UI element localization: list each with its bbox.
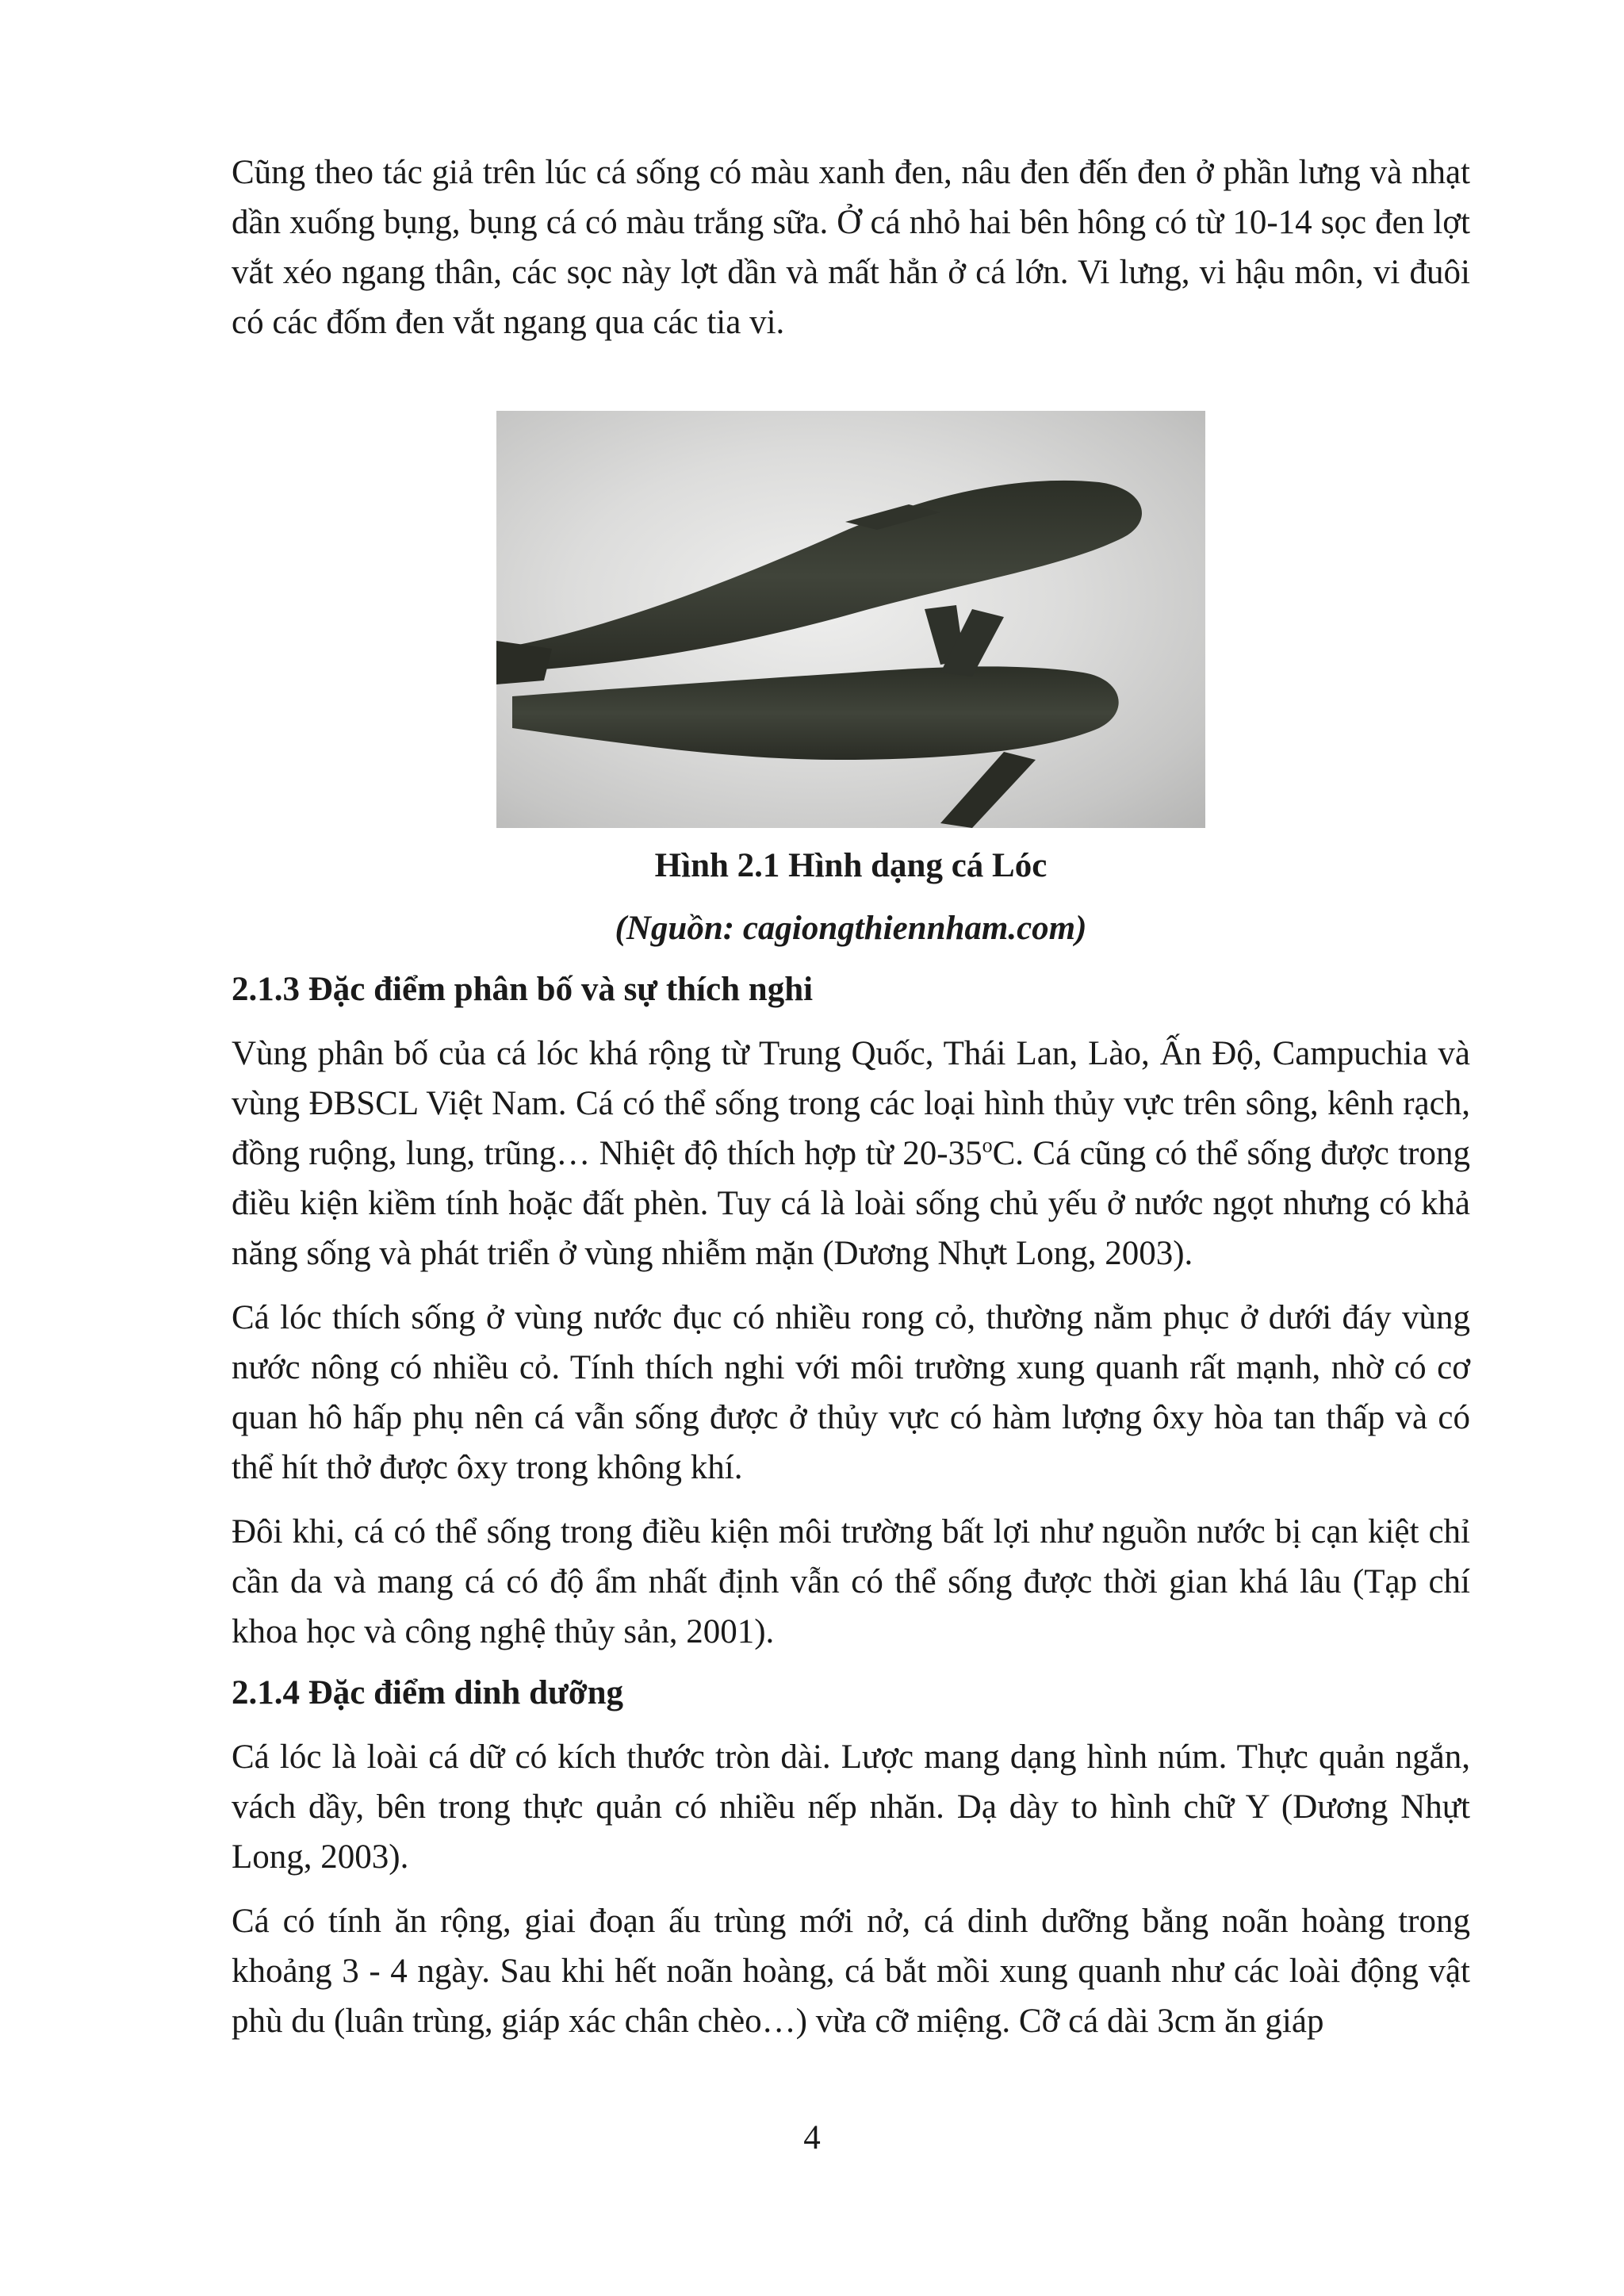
text-run: C. Cá cũng có thể sống được trong điều kiện kiềm tính hoặc đất phèn. Tuy cá là loài sống chủ yếu ở nước ngọt nhưng có khả năng sống và phát triển ở vùng nhiễm mặn (Dương Nhựt Long, 2003). — [232, 1135, 1470, 1272]
page-content — [232, 148, 1470, 2046]
page-number: 4 — [803, 2119, 821, 2156]
figure — [232, 411, 1470, 953]
fish-illustration — [496, 411, 1205, 828]
section-2-1-3-paragraph-3: Đôi khi, cá có thể sống trong điều kiện môi trường bất lợi như nguồn nước bị cạn kiệt chỉ cần da và mang cá có độ ẩm nhất định vẫn có thể sống được thời gian khá lâu (Tạp chí khoa học và công nghệ thủy sản, 2001). — [232, 1513, 1470, 1650]
text-run: Vùng phân bố của cá lóc khá rộng từ Trung Quốc, Thái Lan, Lào, Ấn Độ, Campuchia và vùng ĐBSCL Việt Nam. Cá có thể sống trong các loại hình thủy vực trên sông, kênh rạch, đồng ruộng, lung, trũng… Nhiệt độ thích hợp từ 20-35 — [232, 1035, 1470, 1172]
intro-paragraph: Cũng theo tác giả trên lúc cá sống có màu xanh đen, nâu đen đến đen ở phần lưng và nhạt dần xuống bụng, bụng cá có màu trắng sữa. Ở cá nhỏ hai bên hông có từ 10-14 sọc đen lợt vắt xéo ngang thân, các sọc này lợt dần và mất hẳn ở cá lớn. Vi lưng, vi hậu môn, vi đuôi có các đốm đen vắt ngang qua các tia vi. — [232, 154, 1470, 341]
section-heading-2-1-3: 2.1.3 Đặc điểm phân bố và sự thích nghi — [232, 971, 814, 1008]
upper-fish-body — [496, 481, 1142, 673]
figure-source: (Nguồn: cagiongthiennham.com) — [615, 910, 1087, 947]
degree-superscript: o — [982, 1133, 993, 1157]
figure-caption: Hình 2.1 Hình dạng cá Lóc — [654, 847, 1048, 884]
section-heading-2-1-4: 2.1.4 Đặc điểm dinh dưỡng — [232, 1674, 624, 1711]
section-2-1-4-paragraph-2: Cá có tính ăn rộng, giai đoạn ấu trùng mới nở, cá dinh dưỡng bằng noãn hoàng trong khoảng 3 - 4 ngày. Sau khi hết noãn hoàng, cá bắt mồi xung quanh như các loài động vật phù du (luân trùng, giáp xác chân chèo…) vừa cỡ miệng. Cỡ cá dài 3cm ăn giáp — [232, 1903, 1470, 2040]
section-2-1-4-paragraph-1: Cá lóc là loài cá dữ có kích thước tròn dài. Lược mang dạng hình núm. Thực quản ngắn, vách dầy, bên trong thực quản có nhiều nếp nhăn. Dạ dày to hình chữ Y (Dương Nhựt Long, 2003). — [232, 1738, 1470, 1876]
lower-fish-fin-right — [940, 752, 1036, 828]
section-2-1-3-paragraph-1 — [232, 1029, 1470, 1278]
snakehead-fish-photo — [496, 411, 1205, 828]
section-2-1-3-paragraph-2: Cá lóc thích sống ở vùng nước đục có nhiều rong cỏ, thường nằm phục ở dưới đáy vùng nước nông có nhiều cỏ. Tính thích nghi với môi trường xung quanh rất mạnh, nhờ có cơ quan hô hấp phụ nên cá vẫn sống được ở thủy vực có hàm lượng ôxy hòa tan thấp và có thể hít thở được ôxy trong không khí. — [232, 1299, 1470, 1486]
lower-fish-body — [512, 666, 1119, 760]
